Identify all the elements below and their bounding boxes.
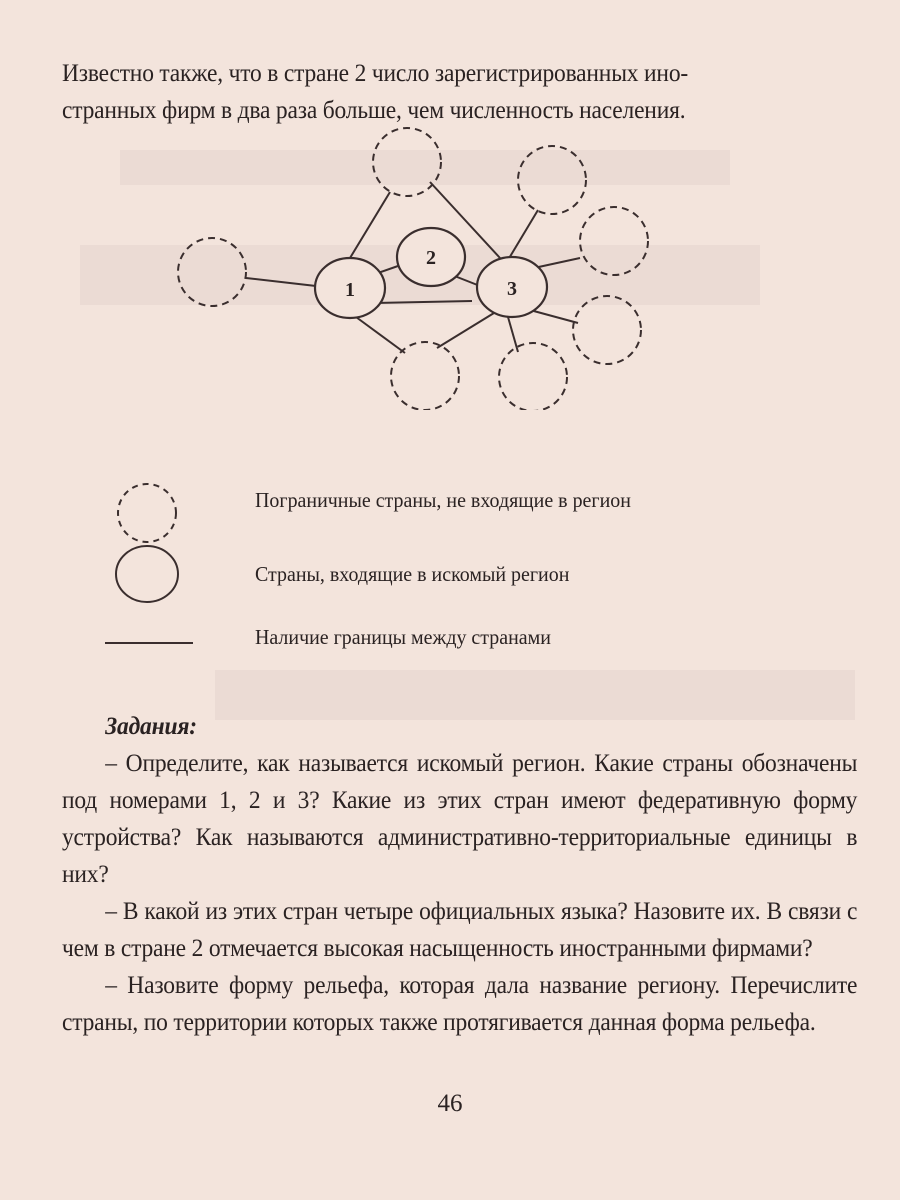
tasks-heading: Задания: [105,713,197,740]
legend-region-countries: Страны, входящие в искомый регион [255,562,570,586]
border-country-circle [391,342,459,410]
solid-circle-legend-icon [112,542,182,606]
tasks-section [62,708,857,1041]
task-item-3: – Назовите форму рельефа, которая дала название региону. Перечислите страны, по территории которых также протягивается данная форма рельефа. [62,972,858,1036]
dashed-circle-legend-icon [112,478,182,548]
legend-border-countries: Пограничные страны, не входящие в регион [255,488,631,512]
border-country-circle [580,207,648,275]
page-number: 46 [437,1090,463,1117]
border-line-legend-icon [105,642,193,644]
country-label-3: 3 [507,278,517,300]
task-item-1: – Определите, как называется искомый регион. Какие страны обозначены под номерами 1, 2 и 3? Какие из этих стран имеют федеративную форму устройства? Как называются административно-территориальные единицы в них? [62,750,858,888]
legend-border-line: Наличие границы между странами [255,625,551,649]
border-country-circle [373,128,441,196]
intro-paragraph [62,55,857,129]
intro-line-1: Известно также, что в стране 2 число зарегистрированных ино- [62,60,689,87]
country-label-2: 2 [426,247,436,269]
border-country-circle [178,238,246,306]
border-country-circle [518,146,586,214]
region-diagram [160,120,700,410]
intro-line-2: странных фирм в два раза больше, чем численность населения. [62,97,686,124]
border-country-circle [499,343,567,410]
border-country-circle [573,296,641,364]
task-item-2: – В какой из этих стран четыре официальных языка? Назовите их. В связи с чем в стране 2 отмечается высокая насыщенность иностранными фирмами? [62,898,858,962]
country-label-1: 1 [345,279,355,301]
